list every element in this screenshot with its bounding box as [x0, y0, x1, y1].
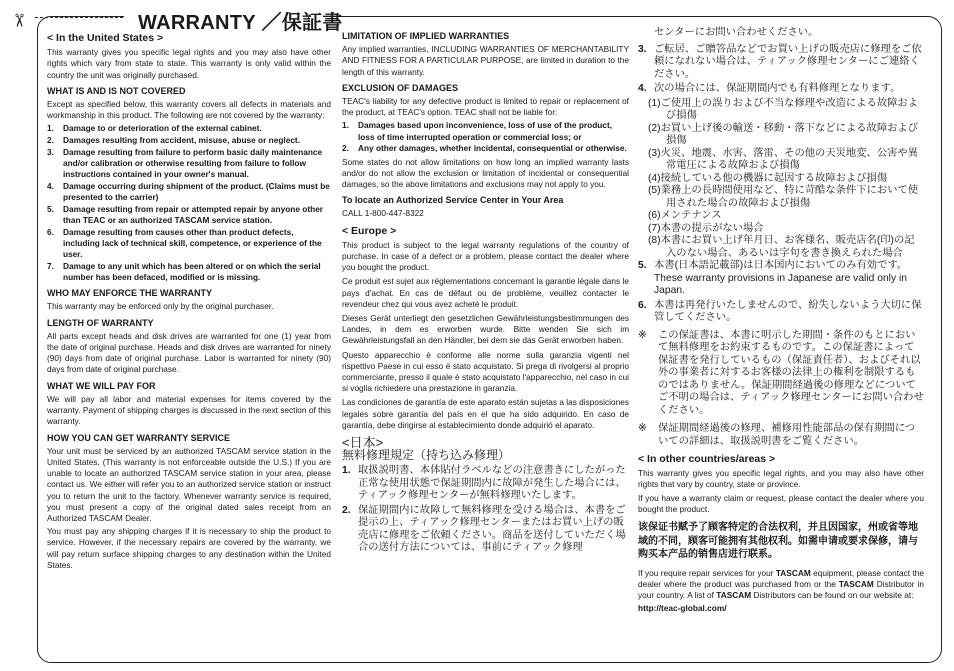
implied-text: Any implied warranties, INCLUDING WARRANTIES OF MERCHANTABILITY AND FITNESS FOR A PARTICULAR PURPOSE, are limited in duration to the length of this warranty. — [342, 44, 629, 77]
implied-heading: LIMITATION OF IMPLIED WARRANTIES — [342, 31, 510, 41]
list-item: 1. Damages based upon inconvenience, loss of use of the product, loss of time interrupted operation or commercial loss; or — [342, 120, 613, 142]
list-item: 4. Damage occurring during shipment of the product. (Claims must be presented to the carrier) — [47, 180, 330, 203]
region-heading-japan: <日本> — [342, 435, 384, 450]
japan-item2-continued: センターにお問い合わせください。 — [654, 27, 819, 38]
cut-line — [35, 17, 123, 18]
list-item: 2. Damages resulting from accident, misuse, abuse or neglect. — [47, 135, 300, 146]
japan-note: ※ この保証書は、本書に明示した期間・条件のもとにおいて無料修理をお約束するものです。この保証書によって保証書を発行しているもの（保証責任者）、およびそれ以外の事業者に対するお客様の法律上の権利を制限するものではありません。保証期間経過後の修理などについてご不明の場合は、ティアック修理センターにお問い合わせください。 — [638, 329, 924, 416]
region-heading-europe: < Europe > — [342, 224, 397, 237]
japan-list-a — [342, 465, 629, 555]
list-item: 4. 次の場合には、保証期間内でも有料修理となります。 — [638, 83, 901, 94]
chinese-notice: 该保证书赋予了顾客特定的合法权利，并且因国家，州或省等地域的不同，顾客可能拥有其他权利。如需申请或要求保修，请与购买本产品的销售店进行联系。 — [638, 522, 918, 561]
column-us — [47, 31, 331, 573]
list-item: (7)本書の提示がない場合 — [648, 222, 764, 234]
list-item: 6. 本書は再発行いたしませんので、紛失しないよう大切に保管してください。 — [638, 299, 922, 323]
scissors-icon: ✂ — [9, 12, 30, 29]
europe-fr: Ce produit est sujet aux réglementations concernant la garantie légale dans le pays d'achat. En cas de défaut ou de problème, veuillez contacter le revendeur chez qui vous avez acheté le produit. — [342, 276, 629, 309]
damages-note: Some states do not allow limitations on how long an implied warranty lasts and/or do not allow the exclusion or limitation of incidental or consequential damages, so the above limitations and exclusions may not apply to you. — [342, 156, 629, 189]
enforce-text: This warranty may be enforced only by the original purchaser. — [47, 301, 274, 312]
list-item: 2. Any other damages, whether incidental, consequential or otherwise. — [342, 143, 627, 154]
list-item: (8)本書にお買い上げ年月日、お客様名、販売店名(印)の記入のない場合、あるいは字句を書き換えられた場合 — [648, 235, 915, 259]
list-item: (2)お買い上げ後の輸送・移動・落下などによる故障および損傷 — [648, 122, 919, 146]
list-item: 1. 取扱説明書、本体貼付ラベルなどの注意書きにしたがった正常な使用状態で保証期間内に故障が発生した場合には、ティアック修理センターが無料修理いたします。 — [342, 465, 626, 502]
brand-name: TASCAM — [716, 589, 752, 600]
europe-it: Questo apparecchio è conforme alle norme sulla garanzia vigenti nel rispettivo Paese in cui esso è stato acquistato. Si prega di rivolgersi al proprio commerciante, presso il quale è stato acquistato l'apparecchio, nel caso in cui si voglia richiedere una prestazione in garanzia. — [342, 349, 629, 394]
region-heading-us: < In the United States > — [47, 32, 164, 44]
other-text: This warranty gives you specific legal rights, and you may also have other rights that vary by country, state or province. — [638, 468, 924, 490]
shipping-text: You must pay any shipping charges if it is necessary to ship the product to service. However, if the necessary repairs are covered by the warranty, we will pay return surface shipping charges to any destination within the United States. — [47, 526, 331, 570]
japan-note: ※ 保証期間経過後の修理、補修用性能部品の保有期間についての詳細は、取扱説明書をご覧ください。 — [638, 423, 916, 447]
list-item: 5. 本書(日本語記載部)は日本国内においてのみ有効です。These warranty provisions in Japanese are valid only in Japan. — [638, 260, 908, 296]
us-intro: This warranty gives you specific legal rights and you may also have other rights which vary from state to state. This warranty is only valid within the country the unit was originally purchased. — [47, 47, 331, 80]
japan-title: 無料修理規定（持ち込み修理） — [342, 448, 511, 463]
covered-heading: WHAT IS AND IS NOT COVERED — [47, 85, 186, 96]
europe-es: Las condiciones de garantía de este aparato están sujetas a las disposiciones legales sobre garantía del país en el que ha sido adquirido. En caso de garantía, debe dirigirse al establecimiento donde adquirió el aparato. — [342, 397, 629, 430]
list-item: (4)接続している他の機器に起因する故障および損傷 — [648, 172, 888, 184]
list-item: (1)ご使用上の誤りおよび不当な修理や改造による故障および損傷 — [648, 97, 919, 121]
list-item: 3. Damage resulting from failure to perform basic daily maintenance and/or calibration or otherwise resulting from failure to follow instructions contained in your owner's manual. — [47, 146, 323, 180]
column-right — [638, 27, 924, 616]
locate-heading: To locate an Authorized Service Center in Your Area — [342, 195, 564, 206]
service-heading: HOW YOU CAN GET WARRANTY SERVICE — [47, 432, 231, 443]
service-text: Your unit must be serviced by an authorized TASCAM service station in the United States. (This warranty is not enforceable outside the U.S.) If you are unable to locate an authorized TASCAM service station in your area, please contact us. We either will refer you to an authorized service station or instruct you to return the unit to the factory. Whenever warranty service is required, you must present a copy of the original dated sales receipt from an Authorized TASCAM Dealer. — [47, 445, 331, 523]
list-item: 2. 保証期間内に故障して無料修理を受ける場合は、本書をご提示の上、ティアック修理センターまたはお買い上げの販売店に修理をご依頼ください。商品を送付していただく場合の送付方法については、事前にティアック修理 — [342, 504, 626, 554]
covered-text: Except as specified below, this warranty covers all defects in materials and workmanship in this product. The following are not covered by the warranty: — [47, 99, 331, 121]
brand-name: TASCAM — [838, 578, 874, 589]
brand-name: TASCAM — [775, 567, 811, 578]
europe-en: This product is subject to the legal warranty regulations of the country of purchase. In case of a defect or a problem, please contact the dealer where you bought the product. — [342, 239, 629, 273]
europe-de: Dieses Gerät unterliegt den gesetzlichen Gewährleistungsbestimmungen des Landes, in dem es erworben wurde. Bitte wenden Sie sich im Gewährleistungsfall an den Händler, bei dem sie das Gerät erworben haben. — [342, 312, 629, 346]
length-text: All parts except heads and disk drives are warranted for one (1) year from the date of original purchase. Heads and disk drives are warranted for ninety (90) days from date of original purchase. Labor is warranted for ninety (90) days from date of original purchase. — [47, 330, 331, 375]
list-item: 6. Damage resulting from causes other than product defects, including lack of technical skill, competence, or experience of the user. — [47, 226, 322, 260]
length-heading: LENGTH OF WARRANTY — [47, 317, 154, 328]
list-item: (5)業務上の長時間使用など、特に苛酷な条件下において使用された場合の故障および損傷 — [648, 185, 919, 209]
list-item: 1. Damage to or deterioration of the external cabinet. — [47, 123, 262, 134]
japan-list-c — [638, 260, 924, 325]
damages-text: TEAC's liability for any defective product is limited to repair or replacement of the product, at TEAC's option. TEAC shall not be liable for: — [342, 96, 629, 118]
list-item: 7. Damage to any unit which has been altered or on which the serial number has been defaced, modified or is missing. — [47, 260, 321, 283]
list-item: (6)メンテナンス — [648, 210, 722, 221]
exclusions-list — [47, 123, 331, 283]
list-item: (3)火災、地震、水害、落雷、その他の天災地変、公害や異常電圧による故障および損傷 — [648, 147, 919, 171]
list-item: 3. ご転居、ご贈答品などでお買い上げの販売店に修理をご依頼になれない場合は、ティアック修理センターにご連絡ください。 — [638, 43, 922, 80]
page-title: WARRANTY ／保証書 — [138, 12, 343, 34]
damages-heading: EXCLUSION OF DAMAGES — [342, 82, 459, 93]
locate-phone: CALL 1-800-447-8322 — [342, 208, 424, 219]
japan-list-b — [638, 44, 924, 96]
damages-list — [342, 120, 629, 154]
japan-paid-cases — [638, 98, 924, 261]
list-item: 5. Damage resulting from repair or attempted repair by anyone other than TEAC or an authorized TASCAM service station. — [47, 203, 324, 226]
pay-text: We will pay all labor and material expenses for items covered by the warranty. Payment of shipping charges is discussed in the next section of this warranty. — [47, 393, 331, 427]
enforce-heading: WHO MAY ENFORCE THE WARRANTY — [47, 288, 213, 299]
column-middle — [342, 31, 629, 557]
repair-services-text: If you require repair services for your TASCAM equipment, please contact the dealer where the product was purchased from or the TASCAM Distributor in your country. A list of TASCAM Distributors can be found on our website at: — [638, 567, 924, 600]
pay-heading: WHAT WE WILL PAY FOR — [47, 380, 156, 391]
region-heading-other: < In other countries/areas > — [638, 453, 776, 465]
website-link[interactable]: http://teac-global.com/ — [638, 603, 727, 614]
other-claim-text: If you have a warranty claim or request, please contact the dealer where you bought the product. — [638, 492, 924, 514]
